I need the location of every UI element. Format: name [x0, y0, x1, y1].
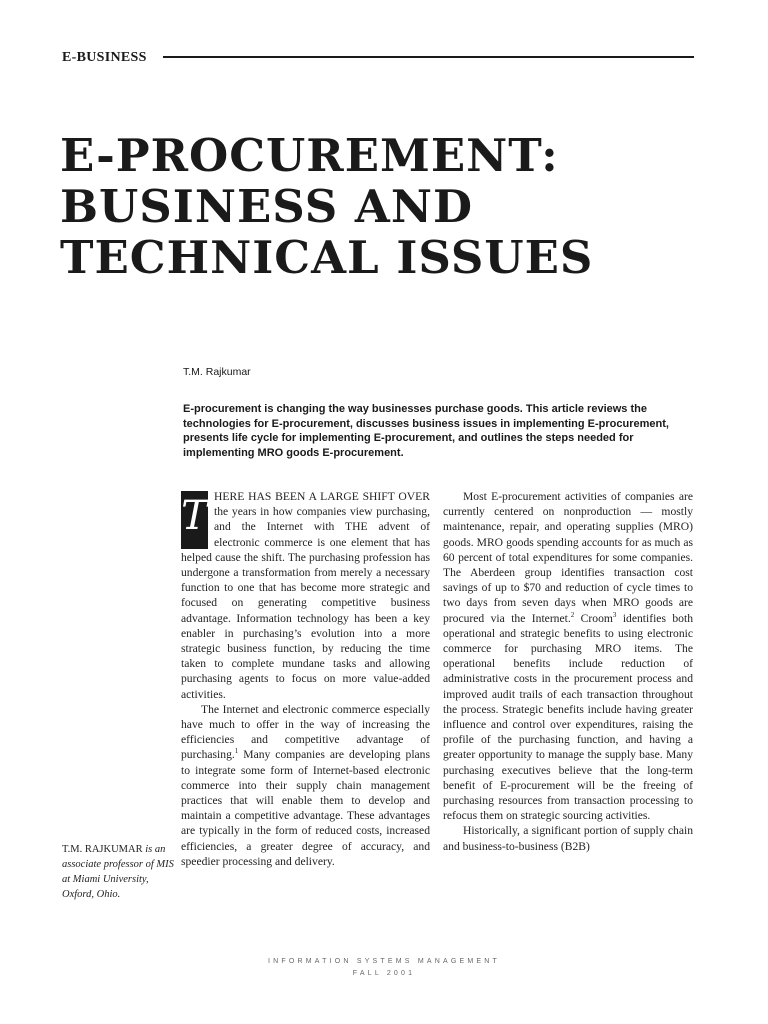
body-paragraph-1: [181, 489, 430, 702]
footnote-ref-2: 2: [570, 610, 575, 619]
section-label: E-BUSINESS: [62, 50, 147, 65]
author-byline: T.M. Rajkumar: [183, 366, 251, 378]
footnote-ref-1: 1: [234, 747, 239, 756]
drop-cap: T: [181, 491, 208, 549]
body-column-right: [443, 489, 693, 854]
author-note-name: T.M. RAJKUMAR: [62, 844, 143, 855]
article-title: [60, 130, 740, 283]
footnote-ref-3: 3: [612, 610, 617, 619]
body-paragraph-3-text-a: Most E-procurement activities of companies are currently centered on nonproduction — mostly maintenance, repair, and operating supplies (MRO) goods. MRO goods spending accounts for as much as 60 percent of total expenditures for some companies. The Aberdeen group identifies transaction cost savings of up to $70 and reduction of cycle times to two days from seven days when MRO goods are procured via the Internet.: [443, 490, 693, 625]
section-rule: [163, 56, 694, 58]
body-paragraph-1-text: HERE HAS BEEN A LARGE SHIFT OVER the years in how companies view purchasing, and the Internet with THE advent of electronic commerce is one element that has helped cause the shift. The purchasing profession has undergone a transformation from merely a necessary function to one that has become more strategic and focused on generating competitive business advantage. Information technology has been a key enabler in purchasing’s evolution into a more strategic business function, by reducing the time taken to complete mundane tasks and allowing purchasing agents to focus on more value-added activities.: [181, 490, 430, 701]
body-column-left: [181, 489, 430, 869]
body-paragraph-2: [181, 702, 430, 869]
footer-issue: FALL 2001: [352, 970, 416, 977]
body-paragraph-2-text-a: The Internet and electronic commerce especially have much to offer in the way of increasing the efficiencies and competitive advantage of purchasing.: [181, 702, 430, 762]
author-note-text: is an associate professor of MIS at Miami University, Oxford, Ohio.: [62, 844, 174, 900]
body-paragraph-3-text-b: Croom: [574, 611, 613, 625]
title-line-1: E-PROCUREMENT:: [60, 129, 559, 182]
abstract: E-procurement is changing the way businesses purchase goods. This article reviews the technologies for E-procurement, discusses business issues in implementing E-procurement, presents life cycle for implementing E-procurement, and outlines the steps needed for implementing MRO goods E-procurement.: [183, 403, 669, 459]
footer-journal: INFORMATION SYSTEMS MANAGEMENT: [268, 958, 500, 965]
body-paragraph-3: [443, 489, 693, 823]
title-line-3: TECHNICAL ISSUES: [60, 231, 594, 284]
author-note: [62, 842, 174, 902]
title-line-2: BUSINESS AND: [60, 180, 474, 233]
body-paragraph-2-text-b: Many companies are developing plans to integrate some form of Internet-based electronic commerce into their supply chain management practices that will enable them to develop and maintain a competitive advantage. These advantages are typically in the form of reduced costs, increased efficiencies, a greater degree of accuracy, and speedier processing and delivery.: [181, 748, 430, 868]
body-paragraph-4: Historically, a significant portion of supply chain and business-to-business (B2B): [443, 824, 693, 853]
body-paragraph-3-text-c: identifies both operational and strategic benefits to using electronic commerce for purchasing MRO items. The operational benefits include reduction of administrative costs in the procurement process and improved audit trails of each transaction throughout the process. Strategic benefits include having greater influence and control over expenditures, raising the profile of the purchasing function, and having a greater opportunity to manage the supply base. Many purchasing executives believe that the long-term benefit of E-procurement will be the freeing of purchasing resources from transaction processing to refocus them on strategic sourcing activities.: [443, 611, 693, 823]
